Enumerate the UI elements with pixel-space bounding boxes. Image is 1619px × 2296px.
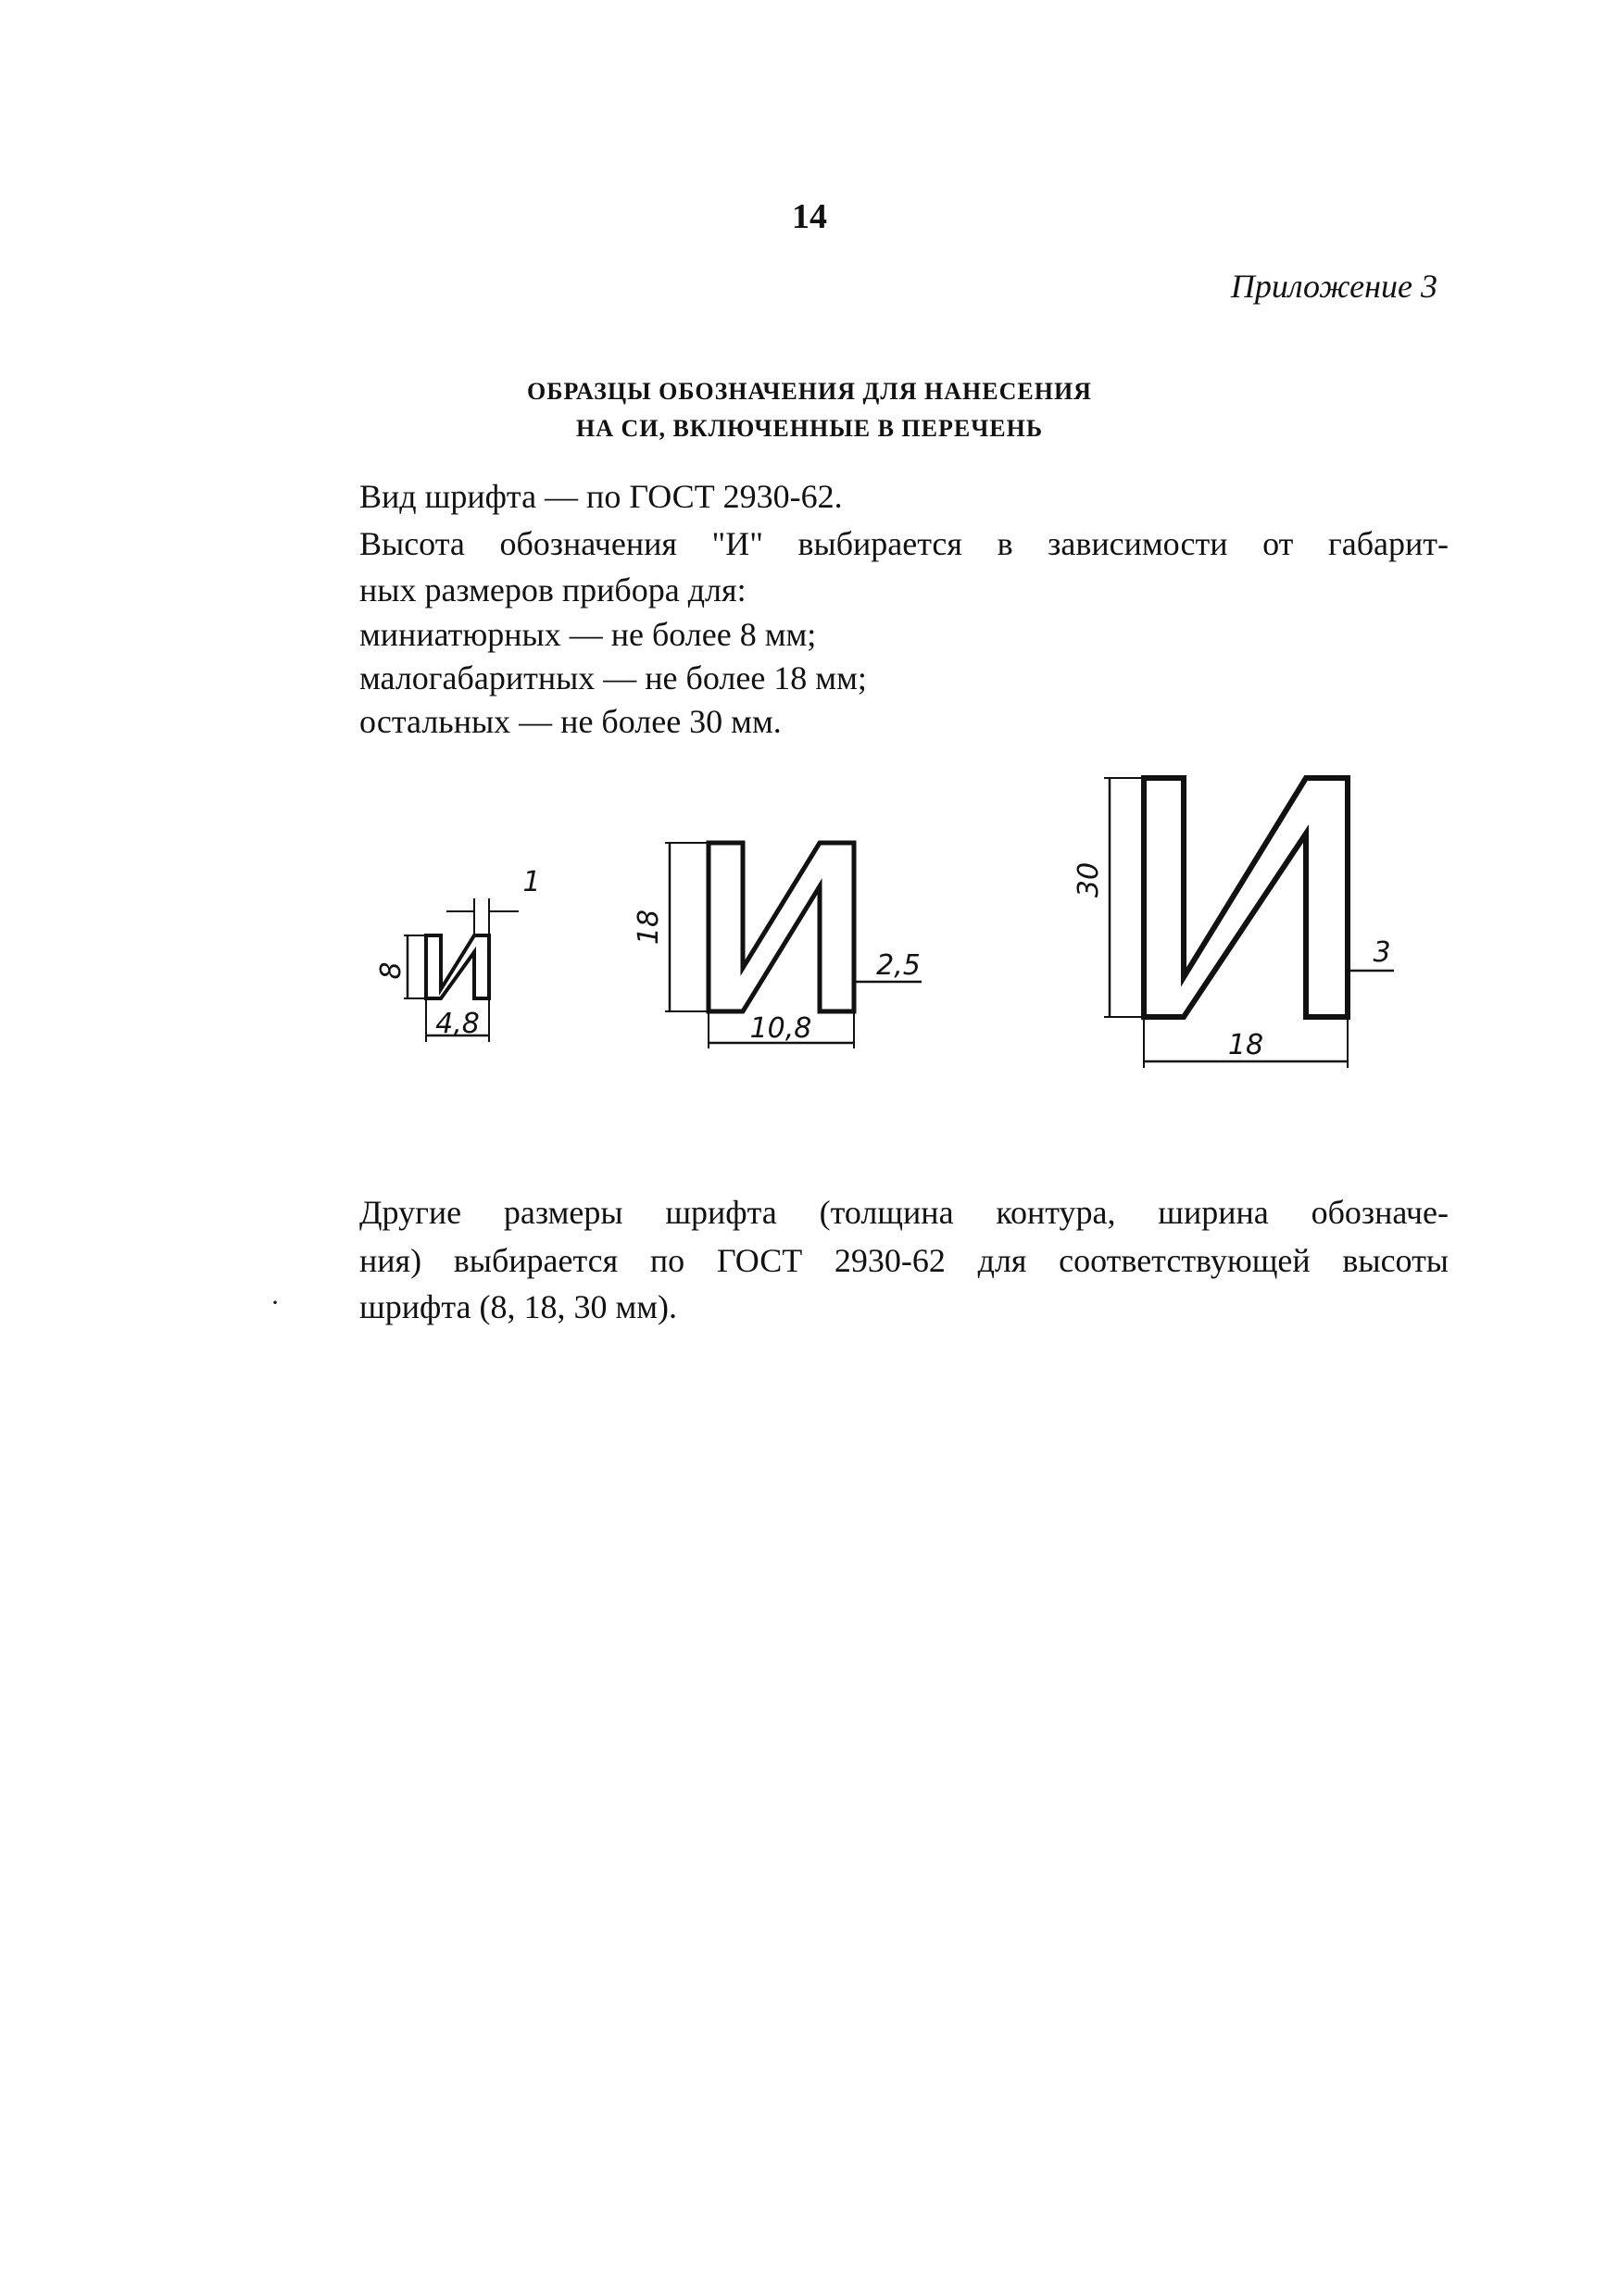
large-height-label: 30 [1073,861,1105,898]
medium-stroke-label: 2,5 [876,949,921,982]
height-description-line-1: Высота обозначения "И" выбирается в зависимости от габарит- [359,525,1449,562]
font-type-line: Вид шрифта — по ГОСТ 2930-62. [359,478,843,515]
small-width-label: 4,8 [435,1008,480,1040]
small-letter-outline [426,935,489,998]
medium-width-label: 10,8 [749,1012,812,1045]
height-description-line-2: ных размеров прибора для: [359,571,747,609]
large-stroke-label: 3 [1373,936,1391,969]
section-heading-line-2: НА СИ, ВКЛЮЧЕННЫЕ В ПЕРЕЧЕНЬ [575,415,1044,442]
appendix-label: Приложение 3 [1230,268,1437,305]
medium-letter-outline [709,843,854,1011]
footer-line-1: Другие размеры шрифта (толщина контура, ширина обозначе- [359,1194,1449,1231]
section-heading-line-1: ОБРАЗЦЫ ОБОЗНАЧЕНИЯ ДЛЯ НАНЕСЕНИЯ [527,378,1092,405]
small-letter-sample [375,866,541,1042]
medium-height-label: 18 [633,909,665,946]
list-item-miniature: миниатюрных — не более 8 мм; [359,616,817,653]
letter-samples-figure [343,759,1408,1093]
footer-line-3: шрифта (8, 18, 30 мм). [359,1288,678,1325]
small-height-label: 8 [375,961,408,980]
page-number: 14 [792,197,827,236]
large-width-label: 18 [1227,1029,1264,1061]
list-item-small-size: малогабаритных — не более 18 мм; [359,659,867,696]
list-item-other: остальных — не более 30 мм. [359,703,782,740]
medium-letter-sample [633,843,922,1048]
small-stroke-label: 1 [522,866,541,898]
footer-line-2: ния) выбирается по ГОСТ 2930-62 для соответствующей высоты [359,1242,1449,1279]
large-letter-outline [1144,778,1348,1017]
scan-mark: · [270,1287,280,1318]
large-letter-sample [1073,778,1394,1068]
